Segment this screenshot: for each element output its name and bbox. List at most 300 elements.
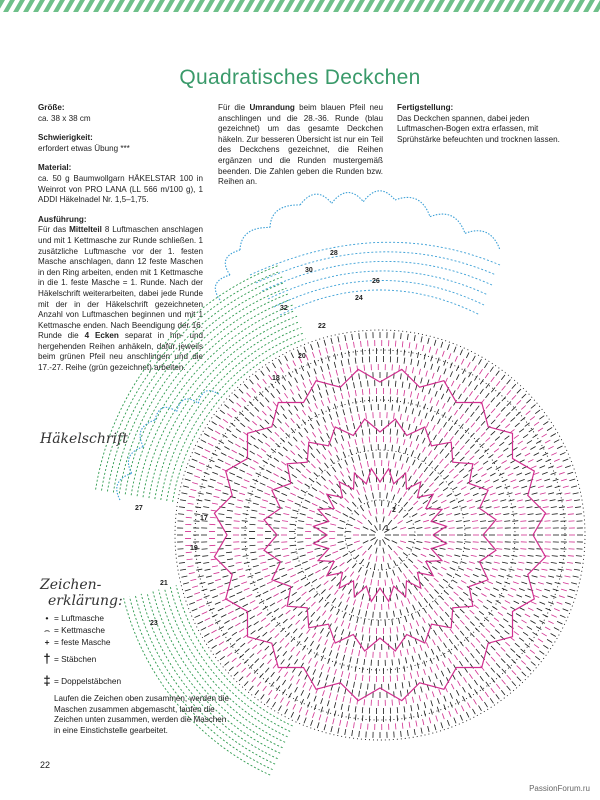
stitch-mark — [480, 521, 486, 522]
stitch-mark — [275, 514, 281, 515]
stitch-mark — [475, 500, 481, 502]
stitch-mark — [536, 440, 541, 443]
stitch-mark — [275, 555, 281, 556]
stitch-mark — [392, 541, 397, 544]
stitch-mark — [208, 427, 213, 430]
stitch-mark — [542, 472, 548, 474]
stitch-mark — [270, 480, 275, 483]
stitch-mark — [281, 605, 286, 609]
stitch-mark — [569, 479, 575, 481]
stitch-mark — [494, 449, 499, 453]
stitch-mark — [250, 552, 256, 553]
stitch-mark — [328, 355, 330, 361]
stitch-mark — [404, 358, 405, 364]
stitch-mark — [210, 552, 216, 553]
stitch-mark — [367, 502, 369, 508]
stitch-mark — [533, 632, 538, 635]
stitch-mark — [499, 473, 504, 476]
border-scallop — [225, 250, 240, 275]
stitch-mark — [401, 731, 402, 737]
stitch-mark — [480, 548, 486, 549]
stitch-mark — [421, 378, 423, 384]
stitch-mark — [418, 611, 421, 616]
stitch-mark — [484, 363, 487, 368]
stitch-mark — [442, 661, 445, 666]
stitch-mark — [312, 432, 315, 437]
stitch-mark — [314, 704, 316, 710]
stitch-mark — [178, 556, 184, 557]
stitch-mark — [332, 551, 338, 553]
stitch-mark — [452, 507, 458, 509]
stitch-mark — [357, 520, 362, 523]
stitch-mark — [341, 704, 342, 710]
stitch-mark — [232, 632, 237, 635]
stitch-mark — [397, 397, 398, 403]
stitch-mark — [506, 412, 510, 416]
row-number: 23 — [150, 620, 158, 627]
stitch-mark — [328, 398, 330, 404]
stitch-mark — [447, 397, 450, 402]
stitch-mark — [194, 592, 200, 594]
stitch-mark — [215, 466, 221, 468]
stitch-mark — [259, 514, 265, 515]
stitch-mark — [511, 514, 517, 515]
stitch-mark — [485, 588, 490, 591]
stitch-mark — [412, 554, 417, 557]
stitch-mark — [347, 343, 348, 349]
stitch-mark — [317, 420, 320, 425]
stitch-mark — [528, 549, 534, 550]
stitch-mark — [393, 570, 395, 576]
stitch-mark — [286, 610, 291, 614]
stitch-mark — [306, 545, 312, 546]
stitch-mark — [385, 580, 386, 586]
stitch-mark — [419, 463, 422, 468]
stitch-mark — [400, 527, 406, 529]
stitch-mark — [362, 635, 363, 641]
stitch-mark — [520, 549, 526, 550]
stitch-mark — [314, 360, 316, 366]
stitch-mark — [535, 656, 540, 660]
stitch-mark — [397, 707, 398, 713]
stitch-mark — [345, 376, 346, 382]
stitch-mark — [439, 482, 444, 486]
stitch-mark — [555, 582, 561, 584]
stitch-mark — [204, 473, 210, 475]
stitch-mark — [519, 638, 524, 642]
stitch-mark — [423, 719, 424, 725]
stitch-mark — [498, 575, 504, 577]
stitch-mark — [292, 398, 295, 403]
stitch-mark — [404, 625, 406, 631]
stitch-mark — [403, 514, 408, 518]
stitch-mark — [543, 507, 549, 508]
stitch-mark — [364, 699, 365, 705]
stitch-mark — [424, 661, 426, 667]
stitch-mark — [278, 452, 283, 456]
stitch-mark — [488, 521, 494, 522]
stitch-mark — [345, 567, 349, 571]
stitch-mark — [347, 384, 348, 390]
stitch-mark — [345, 605, 348, 610]
stitch-mark — [387, 612, 388, 618]
stitch-mark — [321, 358, 323, 364]
stitch-mark — [359, 333, 360, 339]
stitch-mark — [411, 450, 413, 456]
stitch-mark — [221, 500, 227, 501]
stitch-mark — [496, 652, 500, 656]
stitch-mark — [556, 493, 562, 494]
stitch-mark — [317, 616, 321, 621]
stitch-mark — [478, 467, 483, 470]
stitch-mark — [228, 611, 233, 614]
stitch-mark — [398, 576, 400, 582]
stitch-mark — [324, 602, 328, 607]
stitch-mark — [362, 515, 366, 520]
stitch-mark — [471, 423, 475, 428]
stitch-mark — [355, 439, 357, 445]
stitch-mark — [450, 629, 454, 634]
stitch-mark — [322, 454, 325, 459]
stitch-mark — [285, 709, 288, 714]
stitch-mark — [364, 578, 366, 584]
stitch-mark — [426, 694, 428, 700]
stitch-mark — [225, 463, 230, 466]
stitch-mark — [299, 394, 302, 399]
stitch-mark — [282, 385, 285, 390]
stitch-mark — [479, 455, 484, 459]
stitch-mark — [436, 349, 438, 355]
stitch-mark — [311, 602, 315, 606]
slip-stitch-icon: ⌢ — [44, 625, 50, 635]
stitch-mark — [266, 597, 271, 600]
stitch-mark — [469, 506, 475, 508]
stitch-mark — [200, 582, 206, 584]
stitch-mark — [464, 574, 469, 577]
stitch-mark — [538, 486, 544, 488]
stitch-mark — [281, 462, 286, 466]
stitch-mark — [369, 477, 370, 483]
stitch-mark — [565, 466, 571, 468]
stitch-mark — [239, 614, 244, 617]
stitch-mark — [475, 568, 481, 570]
stitch-mark — [459, 598, 464, 602]
stitch-mark — [417, 352, 418, 358]
stitch-mark — [408, 559, 413, 563]
stitch-mark — [272, 363, 275, 368]
stitch-mark — [530, 621, 535, 624]
stitch-mark — [560, 514, 566, 515]
stitch-mark — [504, 549, 510, 550]
stitch-mark — [332, 467, 335, 472]
stitch-mark — [273, 664, 277, 669]
stitch-mark — [401, 601, 403, 607]
stitch-mark — [479, 359, 482, 364]
stitch-mark — [235, 417, 240, 421]
stitch-mark — [260, 562, 266, 563]
stitch-mark — [423, 500, 428, 504]
stitch-mark — [208, 639, 213, 642]
stitch-mark — [505, 642, 510, 646]
stitch-mark — [293, 510, 299, 512]
stitch-mark — [268, 559, 274, 560]
stitch-mark — [265, 443, 270, 447]
stitch-mark — [441, 342, 443, 348]
stitch-mark — [354, 541, 360, 543]
stitch-mark — [270, 464, 275, 467]
stitch-mark — [480, 676, 483, 681]
stitch-mark — [503, 514, 509, 515]
stitch-mark — [277, 389, 280, 394]
stitch-mark — [374, 564, 375, 570]
stitch-mark — [552, 514, 558, 515]
stitch-mark — [354, 722, 355, 728]
stitch-mark — [202, 556, 208, 557]
stitch-mark — [285, 487, 290, 490]
stitch-mark — [250, 486, 256, 488]
stitch-mark — [454, 645, 457, 650]
stitch-mark — [495, 437, 500, 441]
stitch-mark — [343, 368, 344, 374]
stitch-mark — [255, 690, 259, 695]
border-scallop — [363, 191, 395, 202]
row-number: 19 — [190, 545, 198, 552]
stitch-mark — [386, 571, 387, 577]
border-scallop — [140, 420, 155, 447]
stitch-mark — [504, 582, 510, 584]
stitch-mark — [432, 373, 434, 379]
stitch-mark — [565, 493, 571, 494]
stitch-mark — [429, 555, 435, 557]
stitch-mark — [409, 383, 410, 389]
stitch-mark — [252, 645, 256, 649]
stitch-mark — [341, 393, 343, 399]
stitch-mark — [309, 445, 313, 450]
stitch-mark — [456, 699, 459, 704]
stitch-mark — [293, 437, 297, 441]
stitch-mark — [503, 555, 509, 556]
stitch-mark — [454, 718, 456, 724]
stitch-mark — [339, 463, 342, 468]
stitch-mark — [359, 691, 360, 697]
stitch-mark — [294, 487, 299, 490]
stitch-mark — [195, 507, 201, 508]
stitch-mark — [440, 548, 446, 549]
stitch-mark — [526, 667, 530, 671]
stitch-mark — [467, 500, 473, 502]
corner-row — [124, 598, 270, 775]
stitch-mark — [288, 624, 292, 628]
stitch-mark — [350, 697, 351, 703]
stitch-mark — [355, 358, 356, 364]
stitch-mark — [507, 454, 512, 457]
stitch-mark — [291, 428, 295, 433]
stitch-mark — [260, 483, 266, 485]
stitch-mark — [251, 559, 257, 560]
stitch-mark — [413, 460, 416, 465]
stitch-mark — [289, 601, 294, 605]
stitch-mark — [397, 438, 398, 444]
stitch-mark — [303, 382, 306, 387]
stitch-mark — [490, 575, 496, 577]
stitch-mark — [243, 514, 249, 515]
stitch-mark — [206, 576, 212, 577]
stitch-mark — [265, 623, 270, 627]
stitch-mark — [369, 587, 370, 593]
stitch-mark — [291, 353, 294, 358]
stitch-mark — [502, 507, 508, 508]
stitch-mark — [512, 549, 518, 550]
stitch-mark — [220, 656, 225, 660]
stitch-mark — [487, 581, 493, 583]
stitch-mark — [283, 619, 287, 623]
stitch-mark — [307, 371, 309, 376]
stitch-mark — [507, 613, 512, 616]
stitch-mark — [455, 463, 459, 467]
stitch-mark — [345, 498, 349, 502]
stitch-mark — [519, 607, 524, 610]
stitch-mark — [515, 575, 521, 577]
stitch-mark — [512, 395, 516, 399]
stitch-mark — [235, 460, 240, 463]
stitch-mark — [551, 453, 556, 456]
stitch-mark — [512, 659, 516, 663]
stitch-mark — [434, 630, 437, 635]
stitch-mark — [241, 668, 245, 672]
corner-row — [137, 305, 293, 496]
stitch-mark — [341, 360, 342, 366]
stitch-mark — [459, 404, 462, 409]
stitch-mark — [409, 476, 412, 481]
stitch-mark — [239, 575, 245, 577]
stitch-mark — [338, 687, 340, 693]
stitch-mark — [424, 404, 426, 410]
stitch-mark — [455, 708, 457, 714]
stitch-mark — [246, 569, 252, 571]
stitch-mark — [503, 448, 508, 451]
stitch-mark — [310, 641, 313, 646]
stitch-mark — [343, 409, 345, 415]
stitch-mark — [439, 428, 442, 433]
stitch-mark — [334, 362, 336, 368]
stitch-mark — [521, 582, 527, 584]
stitch-mark — [241, 582, 247, 584]
stitch-mark — [304, 637, 307, 642]
stitch-mark — [359, 609, 361, 615]
stitch-mark — [217, 482, 223, 484]
stitch-mark — [189, 602, 195, 604]
stitch-mark — [220, 592, 226, 594]
stitch-mark — [486, 438, 490, 442]
stitch-mark — [365, 570, 367, 576]
page-title: Quadratisches Deckchen — [179, 66, 421, 89]
stitch-mark — [458, 586, 463, 589]
stitch-mark — [331, 489, 335, 493]
stitch-mark — [301, 490, 306, 493]
stitch-mark — [198, 621, 203, 624]
stitch-mark — [226, 429, 231, 432]
stitch-mark — [424, 702, 426, 708]
stitch-mark — [439, 626, 442, 631]
stitch-mark — [460, 651, 463, 656]
stitch-mark — [226, 517, 232, 518]
stitch-mark — [536, 555, 542, 556]
stitch-mark — [481, 633, 485, 637]
stitch-mark — [423, 548, 429, 550]
stitch-mark — [414, 335, 415, 341]
stitch-mark — [341, 444, 343, 450]
stitch-mark — [296, 469, 301, 473]
stitch-mark — [521, 661, 525, 665]
stitch-mark — [302, 410, 305, 415]
stitch-mark — [331, 642, 333, 648]
stitch-mark — [306, 710, 308, 716]
stitch-mark — [282, 680, 285, 685]
stitch-mark — [429, 471, 433, 476]
stitch-mark — [402, 642, 403, 648]
stitch-mark — [445, 602, 449, 606]
stitch-mark — [517, 500, 523, 501]
legend-item-chain: • = Luftmasche — [40, 612, 121, 624]
stitch-mark — [195, 562, 201, 563]
stitch-mark — [553, 479, 559, 481]
stitch-mark — [368, 520, 372, 525]
stitch-mark — [332, 566, 337, 570]
stitch-mark — [350, 494, 353, 499]
stitch-mark — [311, 464, 315, 468]
stitch-mark — [496, 601, 501, 604]
stitch-mark — [479, 369, 482, 374]
stitch-mark — [317, 644, 320, 649]
stitch-mark — [445, 453, 449, 458]
stitch-mark — [342, 629, 344, 635]
stitch-mark — [498, 493, 504, 495]
stitch-mark — [406, 457, 408, 463]
stitch-mark — [283, 555, 289, 556]
stitch-mark — [467, 362, 470, 367]
stitch-mark — [456, 374, 459, 379]
stitch-mark — [235, 607, 240, 610]
stitch-mark — [334, 590, 338, 595]
stitch-mark — [364, 405, 365, 411]
stitch-mark — [267, 637, 271, 641]
corner-row — [96, 266, 278, 490]
stitch-mark — [475, 450, 480, 454]
stitch-mark — [449, 528, 455, 529]
stitch-mark — [308, 416, 311, 421]
stitch-mark — [467, 568, 473, 570]
stitch-mark — [527, 440, 532, 443]
stitch-mark — [476, 427, 480, 431]
stitch-mark — [297, 715, 299, 720]
stitch-mark — [428, 450, 431, 455]
stitch-mark — [520, 555, 526, 556]
stitch-mark — [501, 690, 505, 695]
stitch-mark — [432, 566, 437, 569]
stitch-mark — [501, 647, 505, 651]
stitch-mark — [288, 684, 291, 689]
stitch-mark — [347, 597, 350, 602]
stitch-mark — [437, 707, 439, 713]
stitch-mark — [449, 597, 453, 601]
stitch-mark — [428, 726, 429, 732]
stitch-mark — [204, 595, 210, 597]
stitch-mark — [538, 582, 544, 584]
stitch-mark — [507, 493, 513, 495]
stitch-mark — [350, 367, 351, 373]
stitch-mark — [533, 569, 539, 570]
stitch-mark — [352, 415, 353, 421]
